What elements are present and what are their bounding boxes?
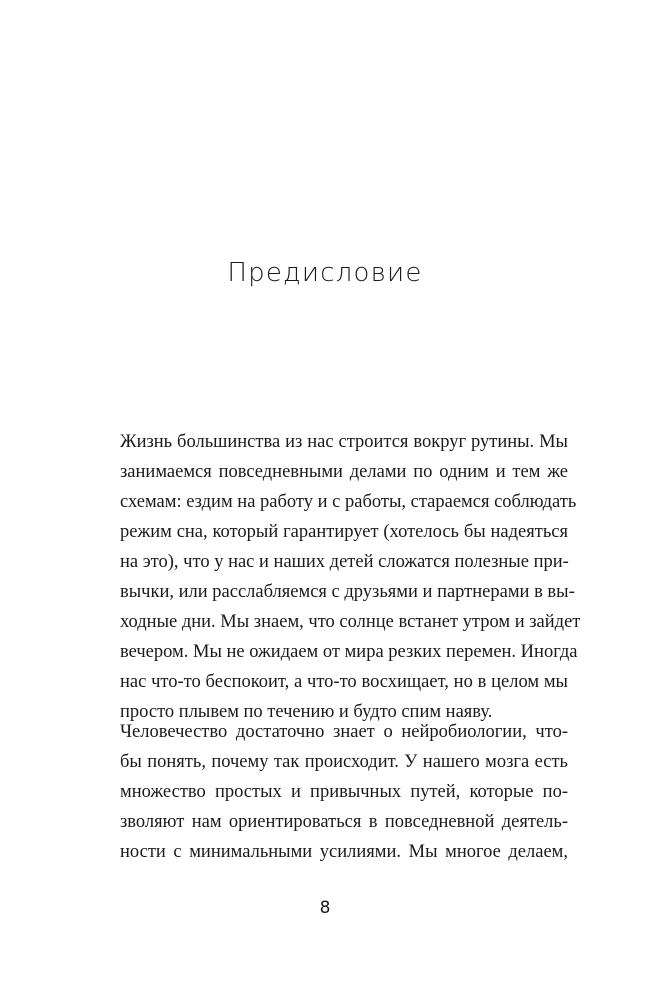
text-line: на это), что у нас и наших детей сложатся полезные при- bbox=[120, 552, 569, 572]
text-line: ности с минимальными усилиями. Мы многое делаем, bbox=[120, 842, 568, 862]
text-line: ходные дни. Мы знаем, что солнце встанет утром и зайдет bbox=[120, 612, 581, 632]
page-number: 8 bbox=[319, 898, 331, 918]
chapter-title: Предисловие bbox=[227, 258, 423, 288]
text-line: вычки, или расслабляемся с друзьями и партнерами в вы- bbox=[120, 582, 575, 602]
text-line: нас что-то беспокоит, а что-то восхищает, но в целом мы bbox=[120, 672, 568, 692]
paragraph-2 bbox=[120, 717, 568, 867]
text-line: множество простых и привычных путей, которые по- bbox=[120, 782, 568, 802]
text-line: Человечество достаточно знает о нейробиологии, что- bbox=[120, 722, 568, 742]
text-line: просто плывем по течению и будто спим наяву. bbox=[120, 702, 493, 722]
text-line: Жизнь большинства из нас строится вокруг рутины. Мы bbox=[120, 432, 568, 452]
text-line: вечером. Мы не ожидаем от мира резких перемен. Иногда bbox=[120, 642, 578, 662]
text-line: схемам: ездим на работу и с работы, стараемся соблюдать bbox=[120, 492, 577, 512]
text-line: занимаемся повседневными делами по одним и тем же bbox=[120, 462, 568, 482]
text-line: зволяют нам ориентироваться в повседневной деятель- bbox=[120, 812, 568, 832]
text-line: бы понять, почему так происходит. У нашего мозга есть bbox=[120, 752, 568, 772]
paragraph-1 bbox=[120, 427, 581, 727]
text-line: режим сна, который гарантирует (хотелось бы надеяться bbox=[120, 522, 568, 542]
